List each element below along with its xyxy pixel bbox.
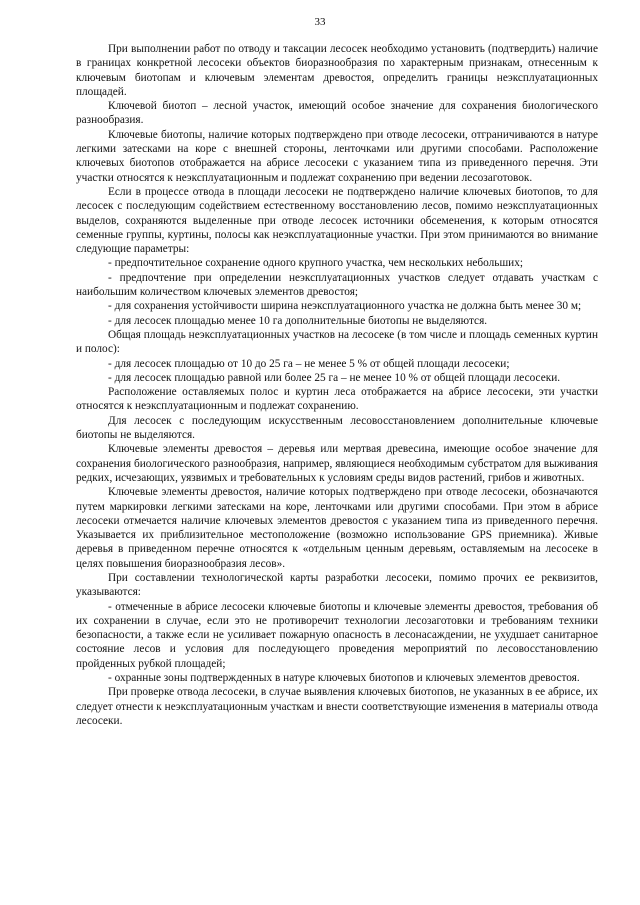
document-body bbox=[76, 42, 598, 728]
list-item: - отмеченные в абрисе лесосеки ключевые биотопы и ключевые элементы древостоя, требования об их сохранении в случае, если это не противоречит технологии лесозаготовки и требованиям техники безопасности, а также если не усиливает пожарную опасность в лесонасаждении, не ухудшает санитарное состояние лесов и условия для последующего проведения мероприятий по лесовосстановлению пройденных рубкой площадей; bbox=[76, 600, 598, 670]
paragraph: При составлении технологической карты разработки лесосеки, помимо прочих ее реквизитов, указываются: bbox=[76, 571, 598, 599]
paragraph: Ключевые элементы древостоя, наличие которых подтверждено при отводе лесосеки, обозначаются путем маркировки легкими затесками на коре, ленточками или другими способами. При этом в абрисе лесосеки отмечается наличие ключевых элементов древостоя с указанием типа из приведенного перечня. Указывается их приблизительное местоположение (возможно использование GPS приемника). Живые деревья в приведенном перечне относятся к «отдельным ценным деревьям, оставляемым на лесосеке в целях повышения биоразнообразия лесов». bbox=[76, 486, 598, 570]
list-item: - для сохранения устойчивости ширина неэксплуатационного участка не должна быть менее 30 м; bbox=[108, 300, 582, 313]
paragraph: При выполнении работ по отводу и таксации лесосек необходимо установить (подтвердить) наличие в границах конкретной лесосеки объектов биоразнообразия по характерным признакам, отнесенным к ключевым биотопам и ключевым элементам древостоя, определить границы неэксплуатационных площадей. bbox=[76, 43, 598, 98]
paragraph: Расположение оставляемых полос и куртин леса отображается на абрисе лесосеки, эти участки относятся к неэксплуатационным и подлежат сохранению. bbox=[76, 386, 598, 413]
paragraph: Ключевые биотопы, наличие которых подтверждено при отводе лесосеки, отграничиваются в натуре легкими затесками на коре с внешней стороны, ленточками или другими способами. Расположение ключевых биотопов отображается на абрисе лесосеки с указанием типа из приведенного перечня. Эти участки относятся к неэксплуатационным и подлежат сохранению при ведении лесозаготовок. bbox=[76, 128, 598, 184]
list-item: - для лесосек площадью менее 10 га дополнительные биотопы не выделяются. bbox=[108, 314, 488, 327]
list-item: - охранные зоны подтвержденных в натуре ключевых биотопов и ключевых элементов древостоя. bbox=[108, 672, 580, 685]
list-item: - предпочтение при определении неэксплуатационных участков следует отдавать участкам с наибольшим количеством ключевых элементов древостоя; bbox=[76, 271, 598, 299]
list-item: - для лесосек площадью от 10 до 25 га – не менее 5 % от общей площади лесосеки; bbox=[108, 357, 510, 370]
paragraph: Ключевые элементы древостоя – деревья или мертвая древесина, имеющие особое значение для сохранения биологического разнообразия, например, являющиеся необходимым субстратом для выживания редких, исчезающих, уязвимых и требовательных к условиям среды видов растений, грибов и животных. bbox=[76, 443, 598, 484]
paragraph: Для лесосек с последующим искусственным лесовосстановлением дополнительные ключевые биотопы не выделяются. bbox=[76, 414, 598, 442]
paragraph: Ключевой биотоп – лесной участок, имеющий особое значение для сохранения биологического разнообразия. bbox=[76, 100, 598, 127]
paragraph: Если в процессе отвода в площади лесосеки не подтверждено наличие ключевых биотопов, то для лесосек с последующим содействием естественному восстановлению лесов, помимо неэксплуатационных выделов, сохраняются выделенные при отводе лесосек источники обсеменения, к которым относятся семенные группы, куртины, полосы как неэксплуатационные участки. При этом принимаются во внимание следующие параметры: bbox=[76, 185, 598, 256]
list-item: - для лесосек площадью равной или более 25 га – не менее 10 % от общей площади лесосеки. bbox=[108, 371, 561, 384]
paragraph: При проверке отвода лесосеки, в случае выявления ключевых биотопов, не указанных в ее абрисе, их следует отнести к неэксплуатационным участкам и внести соответствующие изменения в материалы отвода лесосеки. bbox=[76, 686, 598, 727]
page-number: 33 bbox=[314, 16, 326, 28]
list-item: - предпочтительное сохранение одного крупного участка, чем нескольких небольших; bbox=[108, 257, 523, 270]
paragraph: Общая площадь неэксплуатационных участков на лесосеке (в том числе и площадь семенных куртин и полос): bbox=[76, 328, 598, 356]
